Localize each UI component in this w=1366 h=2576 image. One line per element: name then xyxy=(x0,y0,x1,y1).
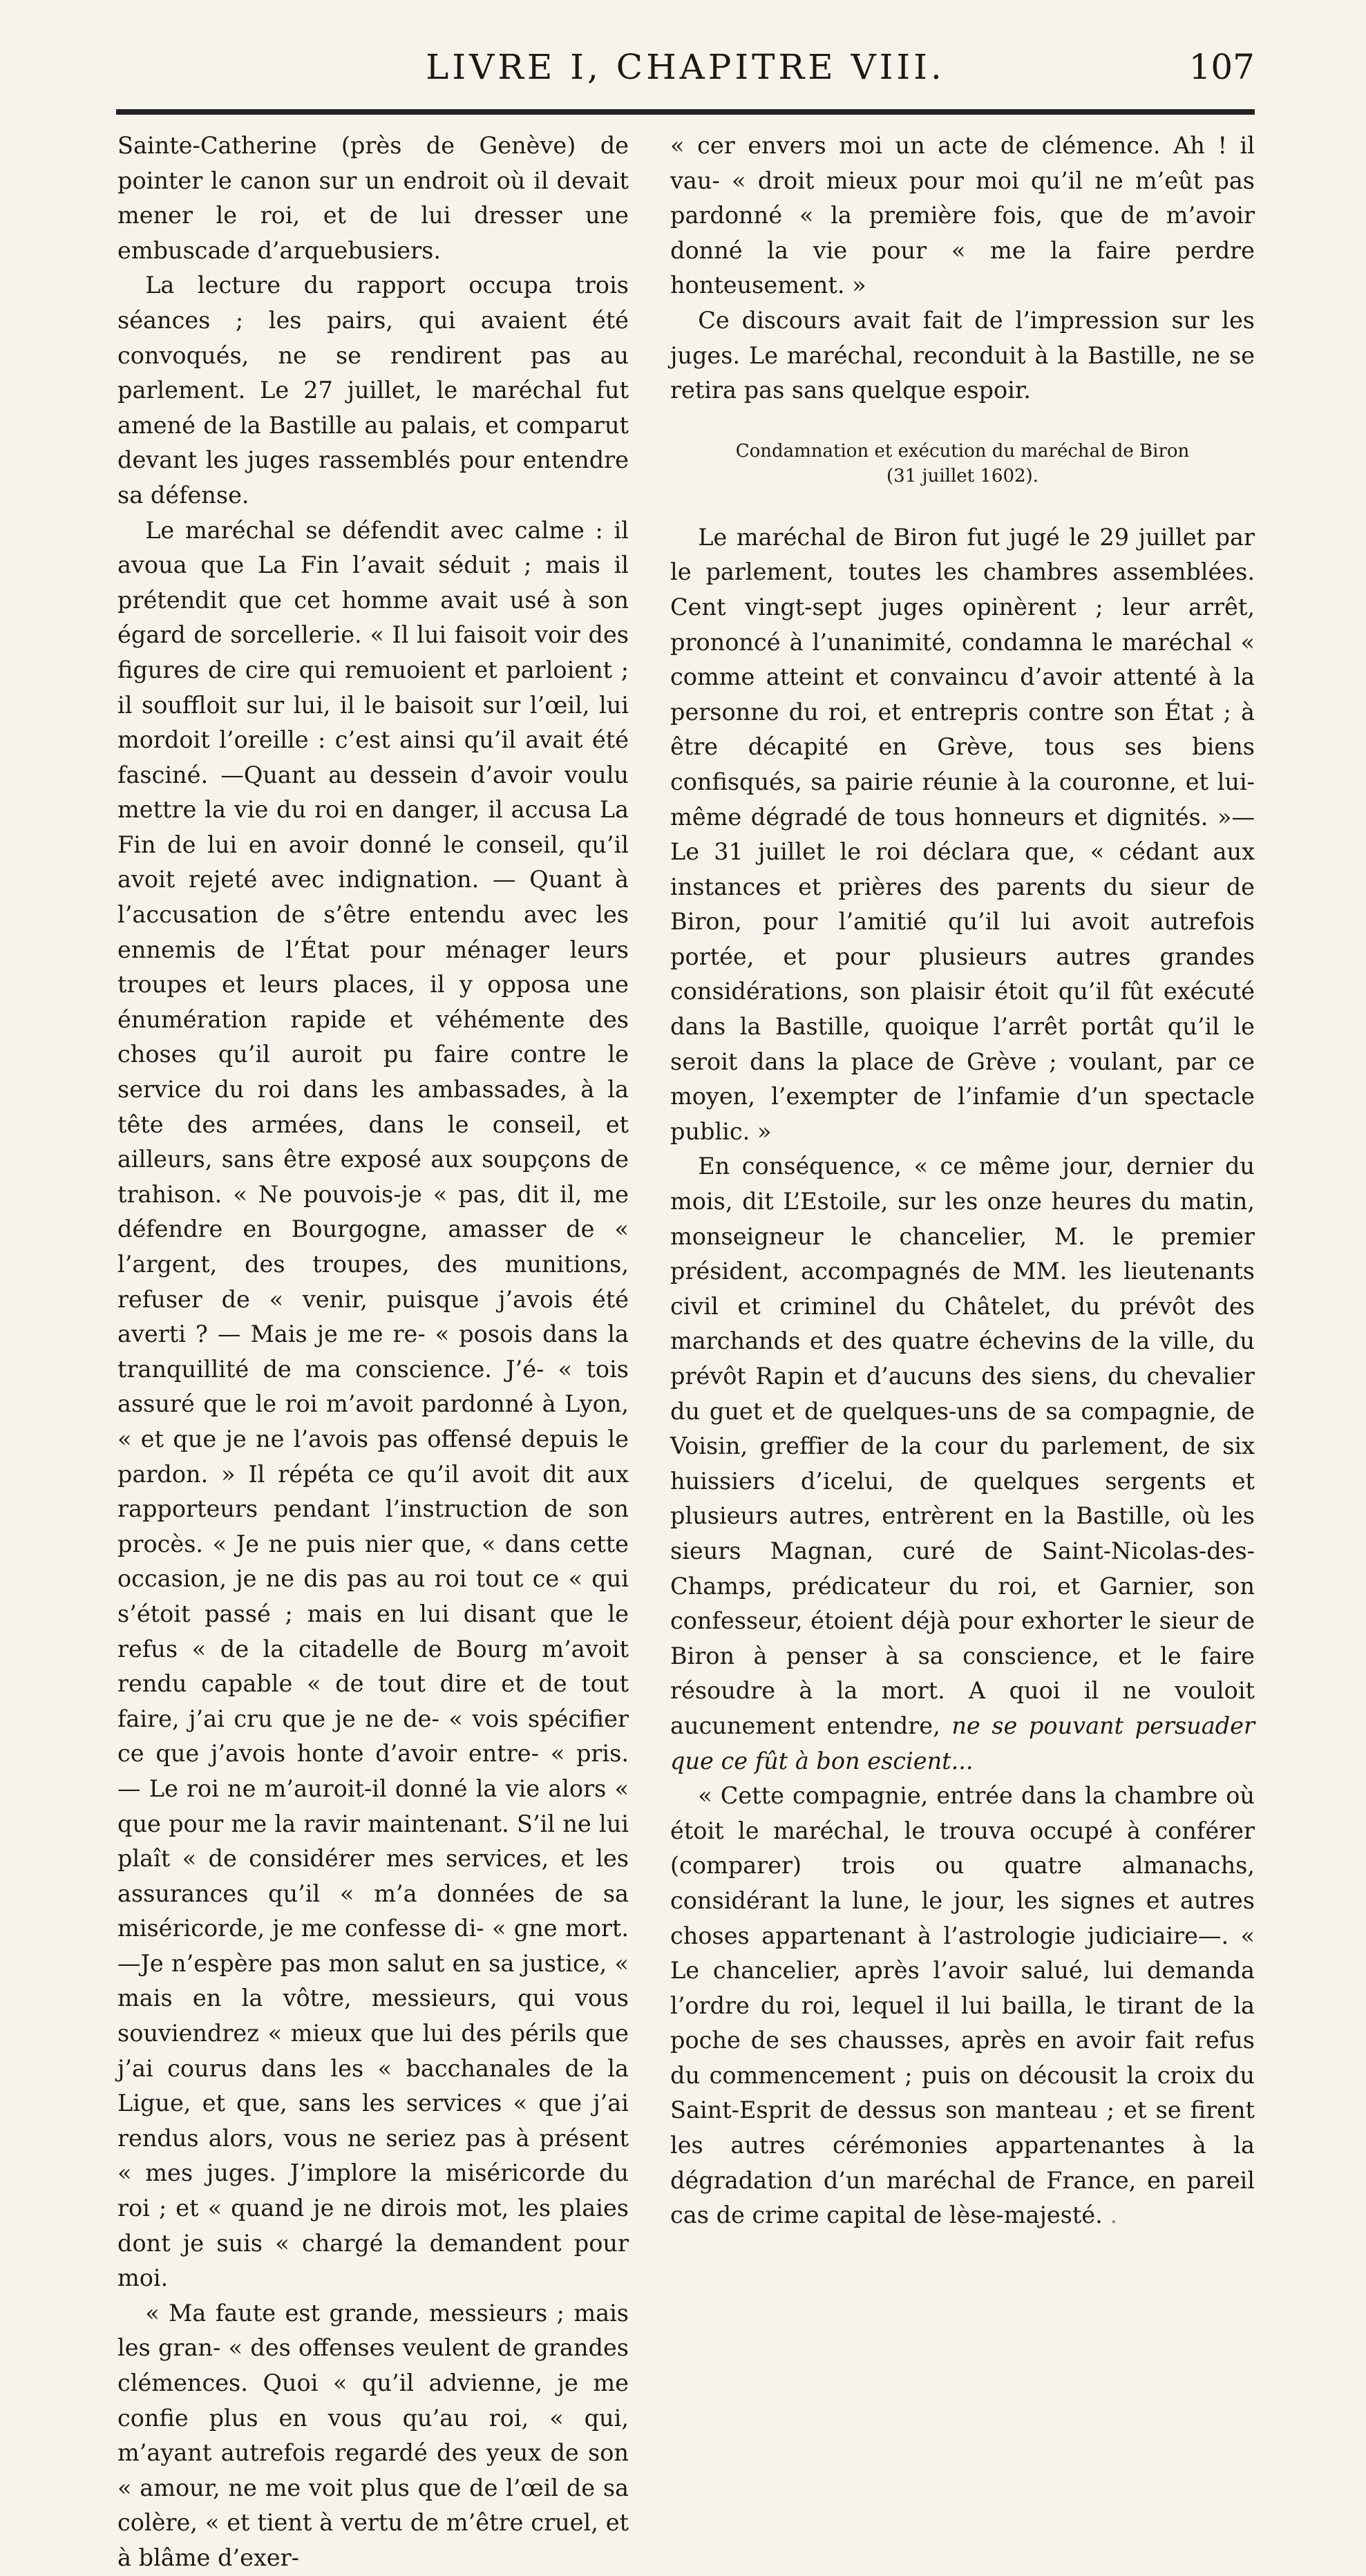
paragraph: Le maréchal se défendit avec calme : il avoua que La Fin l’avait séduit ; mais il prétendit que cet homme avait usé à son égard de sorcellerie. « Il lui faisoit voir des figures de cire qui remuoient et parloient ; il souffloit sur lui, il le baisoit sur l’œil, lui mordoit l’oreille : c’est ainsi qu’il avait été fasciné. —Quant au dessein d’avoir voulu mettre la vie du roi en danger, il accusa La Fin de lui en avoir donné le conseil, qu’il avoit rejeté avec indignation. — Quant à l’accusation de s’être entendu avec les ennemis de l’État pour ménager leurs troupes et leurs places, il y opposa une énumération rapide et véhémente des choses qu’il auroit pu faire contre le service du roi dans les ambassades, à la tête des armées, dans le conseil, et ailleurs, sans être exposé aux soupçons de trahison. « Ne pouvois-je « pas, dit il, me défendre en Bourgogne, amasser de « l’argent, des troupes, des munitions, refuser de « venir, puisque j’avois été averti ? — Mais je me re- « posois dans la tranquillité de ma conscience. J’é- « tois assuré que le roi m’avoit pardonné à Lyon, « et que je ne l’avois pas offensé depuis le pardon. » Il répéta ce qu’il avoit dit aux rapporteurs pendant l’instruction de son procès. « Je ne puis nier que, « dans cette occasion, je ne dis pas au roi tout ce « qui s’étoit passé ; mais en lui disant que le refus « de la citadelle de Bourg m’avoit rendu capable « de tout dire et de tout faire, j’ai cru que je ne de- « vois spécifier ce que j’avois honte d’avoir entre- « pris. — Le roi ne m’auroit-il donné la vie alors « que pour me la ravir maintenant. S’il ne lui plaît « de considérer mes services, et les assurances qu’il « m’a données de sa miséricorde, je me confesse di- « gne mort.—Je n’espère pas mon salut en sa justice, « mais en la vôtre, messieurs, qui vous souviendrez « mieux que lui des périls que j’ai courus dans les « bacchanales de la Ligue, et que, sans les services « que j’ai rendus alors, vous ne seriez pas à présent « mes juges. J’implore la miséricorde du roi ; et « quand je ne dirois mot, les plaies dont je suis « chargé la demandent pour moi. xyxy=(117,516,629,2292)
paragraph: Ce discours avait fait de l’impression sur les juges. Le maréchal, reconduit à la Bastille, ne se retira pas sans quelque espoir. xyxy=(670,306,1255,404)
header-rule xyxy=(116,109,1255,115)
left-column xyxy=(117,129,629,2576)
page-number: 107 xyxy=(1188,47,1255,87)
section-heading-line: Condamnation et exécution du maréchal de Biron xyxy=(735,440,1190,462)
right-column xyxy=(670,129,1255,2233)
paragraph: Sainte-Catherine (près de Genève) de pointer le canon sur un endroit où il devait mener le roi, et de lui dresser une embuscade d’arquebusiers. xyxy=(117,132,629,264)
paragraph xyxy=(670,1149,1255,1779)
section-heading-date: (31 juillet 1602). xyxy=(886,465,1038,486)
paragraph xyxy=(670,1779,1255,2233)
paragraph: Le maréchal de Biron fut jugé le 29 juillet par le parlement, toutes les chambres assemblées. Cent vingt-sept juges opinèrent ; leur arrêt, prononcé à l’unanimité, condamna le maréchal « comme atteint et convaincu d’avoir attenté à la personne du roi, et entrepris contre son État ; à être décapité en Grève, tous ses biens confisqués, sa pairie réunie à la couronne, et lui-même dégradé de tous honneurs et dignités. »—Le 31 juillet le roi déclara que, « cédant aux instances et prières des parents du sieur de Biron, pour l’amitié qu’il lui avoit autrefois portée, et pour plusieurs autres grandes considérations, son plaisir étoit qu’il fût exécuté dans la Bastille, quoique l’arrêt portât qu’il le seroit dans la place de Grève ; voulant, par ce moyen, l’exempter de l’infamie d’un spectacle public. » xyxy=(670,523,1255,1145)
section-heading xyxy=(670,439,1255,489)
running-title: LIVRE I, CHAPITRE VIII. xyxy=(426,47,945,87)
paragraph: « cer envers moi un acte de clémence. Ah ! il vau- « droit mieux pour moi qu’il ne m’eût pas pardonné « la première fois, que de m’avoir donné la vie pour « me la faire perdre honteusement. » xyxy=(670,132,1255,299)
tail-mark: . xyxy=(1110,2201,1118,2229)
paragraph: « Ma faute est grande, messieurs ; mais les gran- « des offenses veulent de grandes clémences. Quoi « qu’il advienne, je me confie plus en vous qu’au roi, « qui, m’ayant autrefois regardé des yeux de son « amour, ne me voit plus que de l’œil de sa colère, « et tient à vertu de m’être cruel, et à blâme d’exer- xyxy=(117,2299,629,2571)
paragraph: La lecture du rapport occupa trois séances ; les pairs, qui avaient été convoqués, ne se rendirent pas au parlement. Le 27 juillet, le maréchal fut amené de la Bastille au palais, et comparut devant les juges rassemblés pour entendre sa défense. xyxy=(117,272,629,509)
paragraph-text: En conséquence, « ce même jour, dernier du mois, dit L’Estoile, sur les onze heures du matin, monseigneur le chancelier, M. le premier président, accompagnés de MM. les lieutenants civil et criminel du Châtelet, du prévôt des marchands et des quatre échevins de la ville, du prévôt Rapin et d’aucuns des siens, du chevalier du guet et de quelques-uns de sa compagnie, de Voisin, greffier de la cour du parlement, de six huissiers d’icelui, de quelques sergents et plusieurs autres, entrèrent en la Bastille, où les sieurs Magnan, curé de Saint-Nicolas-des-Champs, prédicateur du roi, et Garnier, son confesseur, étoient déjà pour exhorter le sieur de Biron à penser à sa conscience, et le faire résoudre à la mort. A quoi il ne vouloit aucunement entendre, xyxy=(670,1153,1255,1739)
italic-quote: ne se pouvant persuader que ce fût à bon escient... xyxy=(670,1712,1255,1774)
paragraph-text: « Cette compagnie, entrée dans la chambre où étoit le maréchal, le trouva occupé à conférer (comparer) trois ou quatre almanachs, considérant la lune, le jour, les signes et autres choses appartenant à l’astrologie judiciaire—. « Le chancelier, après l’avoir salué, lui demanda l’ordre du roi, lequel il lui bailla, le tirant de la poche de ses chausses, après en avoir fait refus du commencement ; puis on décousit la croix du Saint-Esprit de dessus son manteau ; et se firent les autres cérémonies appartenantes à la dégradation d’un maréchal de France, en pareil cas de crime capital de lèse-majesté. xyxy=(670,1782,1255,2229)
page-header xyxy=(116,47,1255,95)
